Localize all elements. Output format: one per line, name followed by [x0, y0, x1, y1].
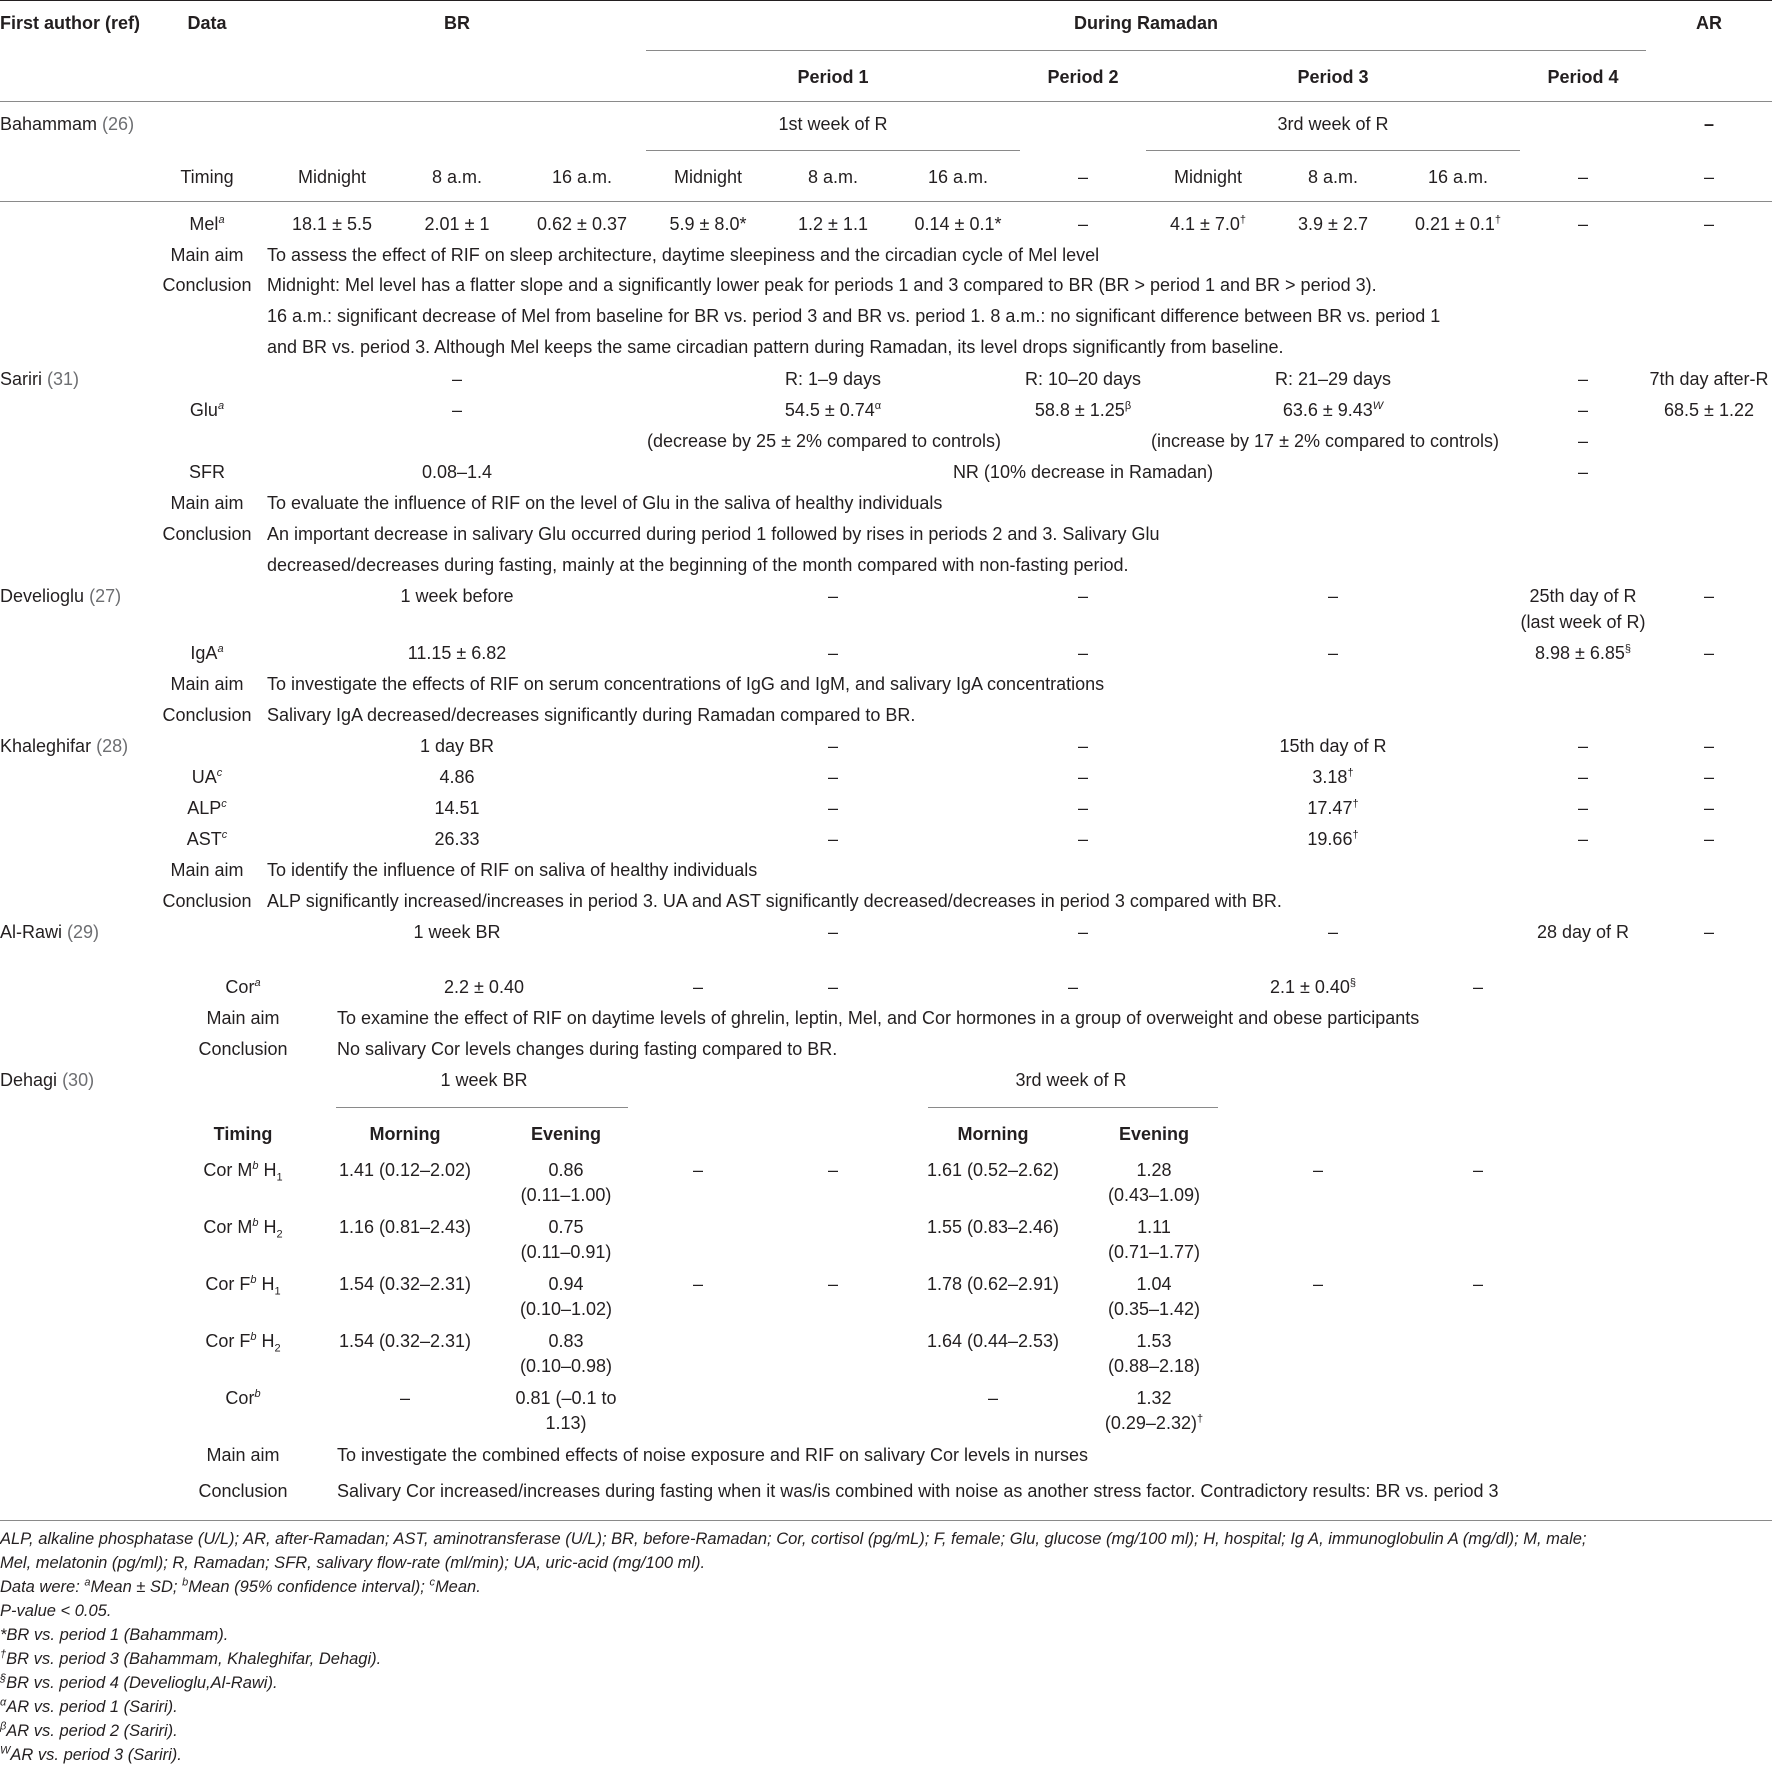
develioglu-conclusion: Salivary IgA decreased/decreases significantly during Ramadan compared to BR.: [267, 705, 916, 725]
dehagi-r-evening: (0.29–2.32)†: [1104, 1413, 1204, 1433]
col-header-ar: AR: [1696, 13, 1722, 33]
develioglu-aim: To investigate the effects of RIF on serum concentrations of IgG and IgM, and salivary IgA concentrations: [267, 674, 1105, 694]
dehagi-br-evening: (0.11–0.91): [520, 1242, 612, 1262]
dehagi-br-evening: 0.81 (–0.1 to: [515, 1388, 617, 1408]
sariri-conclusion-line: An important decrease in salivary Glu occurred during period 1 followed by rises in periods 2 and 3. Salivary Glu: [267, 524, 1160, 544]
mel-value: 0.14 ± 0.1*: [914, 214, 1002, 234]
khaleghifar-alp-label: ALP$^c$: [187, 798, 227, 818]
sariri-cell: R: 1–9 days: [784, 369, 882, 389]
bahammam-ar-dash: –: [1703, 114, 1715, 134]
alrawi-cell: –: [827, 922, 839, 942]
dehagi-br-morning: –: [399, 1388, 411, 1408]
mel-value: –: [1077, 214, 1089, 234]
dehagi-br-morning-header: Morning: [369, 1124, 441, 1144]
khaleghifar-cell: 1 day BR: [419, 736, 495, 756]
sariri-sfr-br: 0.08–1.4: [421, 462, 493, 482]
glu-value: $63.6 \pm 9.43^W$: [1282, 400, 1384, 420]
khaleghifar-cell: –: [1077, 736, 1089, 756]
alrawi-cor-label: Cor$^a$: [225, 977, 261, 997]
footnote-dagger: †BR vs. period 3 (Bahammam, Khaleghifar, Dehagi).: [0, 1648, 382, 1668]
develioglu-aim-label: Main aim: [170, 674, 244, 694]
header-bottom-rule: [0, 101, 1772, 102]
alp-value: –: [1077, 798, 1089, 818]
bahammam-mel-label: Mel$^a$: [189, 214, 225, 234]
footnote-pvalue: P-value < 0.05.: [0, 1602, 112, 1620]
timing-cell: 16 a.m.: [927, 167, 989, 187]
alrawi-aim: To examine the effect of RIF on daytime levels of ghrelin, leptin, Mel, and Cor hormones in a group of overweight and obese participants: [337, 1008, 1420, 1028]
dehagi-r-evening: 1.28: [1136, 1160, 1172, 1180]
bahammam-conclusion-label: Conclusion: [162, 275, 252, 295]
timing-cell: 16 a.m.: [551, 167, 613, 187]
khaleghifar-cell: –: [1577, 736, 1589, 756]
khaleghifar-cell: 15th day of R: [1279, 736, 1387, 756]
cor-value: –: [1067, 977, 1079, 997]
alrawi-aim-label: Main aim: [206, 1008, 280, 1028]
khaleghifar-conclusion: ALP significantly increased/increases in period 3. UA and AST significantly decreased/decreases in period 3 compared with BR.: [267, 891, 1282, 911]
dehagi-br-evening: 0.75: [548, 1217, 584, 1237]
dehagi-dash: –: [1312, 1274, 1324, 1294]
glu-value: 68.5 ± 1.22: [1664, 400, 1754, 420]
dehagi-br-evening: (0.11–1.00): [520, 1185, 612, 1205]
cor-value: 2.1 ± 0.40§: [1269, 977, 1357, 997]
col-header-during-ramadan: During Ramadan: [1073, 13, 1219, 33]
develioglu-cell: –: [827, 586, 839, 606]
glu-value: –: [451, 400, 463, 420]
sariri-aim: To evaluate the influence of RIF on the level of Glu in the saliva of healthy individuals: [267, 493, 943, 513]
dehagi-r-morning: 1.78 (0.62–2.91): [926, 1274, 1060, 1294]
dehagi-aim-label: Main aim: [206, 1445, 280, 1465]
ast-value: –: [827, 829, 839, 849]
bahammam-period1-span: 1st week of R: [778, 114, 888, 134]
author-develioglu: Develioglu (27): [0, 586, 122, 606]
iga-value: 11.15 ± 6.82: [407, 643, 507, 663]
ast-value: 26.33: [434, 829, 480, 849]
alp-value: –: [1703, 798, 1715, 818]
iga-value: –: [1327, 643, 1339, 663]
dehagi-br-morning: 1.54 (0.32–2.31): [338, 1331, 472, 1351]
table-bottom-rule: [0, 1520, 1772, 1521]
mel-value: 18.1 ± 5.5: [292, 214, 372, 234]
alrawi-conclusion: No salivary Cor levels changes during fasting compared to BR.: [337, 1039, 838, 1059]
sariri-cell: –: [451, 369, 463, 389]
dehagi-row-label: Cor $M^b$ $H_2$: [203, 1217, 283, 1241]
dehagi-br-evening: 1.13): [545, 1413, 587, 1433]
develioglu-cell: 1 week before: [400, 586, 514, 606]
during-underline: [646, 50, 1646, 51]
col-header-period2: Period 2: [1047, 67, 1119, 87]
bahammam-timing-label: Timing: [180, 167, 234, 187]
mel-value: 0.62 ± 0.37: [537, 214, 627, 234]
dehagi-br-evening-header: Evening: [530, 1124, 602, 1144]
col-header-first-author: First author (ref): [0, 13, 141, 33]
footnote-w: $^W$AR vs. period 3 (Sariri).: [0, 1744, 182, 1764]
khaleghifar-ast-label: AST$^c$: [186, 829, 228, 849]
iga-value: –: [1703, 643, 1715, 663]
mel-value: 0.21 ± 0.1†: [1414, 214, 1502, 234]
footnote-data-were: Data were: $^a$Mean ± SD; $^b$Mean (95% confidence interval); $^c$Mean.: [0, 1576, 481, 1596]
timing-cell: Midnight: [1173, 167, 1243, 187]
dehagi-r-morning-header: Morning: [957, 1124, 1029, 1144]
ast-value: –: [1577, 829, 1589, 849]
author-sariri: Sariri (31): [0, 369, 80, 389]
dehagi-dash: –: [1472, 1160, 1484, 1180]
glu-value: $58.8 \pm 1.25^\beta$: [1034, 400, 1132, 420]
dehagi-dash: –: [692, 1274, 704, 1294]
bahammam-aim: To assess the effect of RIF on sleep architecture, daytime sleepiness and the circadian cycle of Mel level: [267, 245, 1100, 265]
sariri-conclusion-line: decreased/decreases during fasting, mainly at the beginning of the month compared with non-fasting period.: [267, 555, 1129, 575]
top-rule: [0, 0, 1772, 1]
develioglu-iga-label: IgA$^a$: [190, 643, 224, 663]
ua-value: –: [1577, 767, 1589, 787]
footnote-section: §BR vs. period 4 (Develioglu,Al-Rawi).: [0, 1672, 278, 1692]
dehagi-r-span: 3rd week of R: [1015, 1070, 1127, 1090]
dehagi-row-label: Cor $M^b$ $H_1$: [203, 1160, 283, 1184]
dehagi-aim: To investigate the combined effects of noise exposure and RIF on salivary Cor levels in nurses: [337, 1445, 1089, 1465]
dehagi-conclusion-label: Conclusion: [198, 1481, 288, 1501]
khaleghifar-cell: –: [1703, 736, 1715, 756]
dehagi-r-evening: 1.53: [1136, 1331, 1172, 1351]
iga-value: –: [827, 643, 839, 663]
khaleghifar-ua-label: $UA^c$: [191, 767, 223, 787]
dehagi-r-evening: (0.43–1.09): [1107, 1185, 1201, 1205]
dehagi-br-morning: 1.54 (0.32–2.31): [338, 1274, 472, 1294]
dehagi-r-evening: (0.35–1.42): [1107, 1299, 1201, 1319]
footnote-star: *BR vs. period 1 (Bahammam).: [0, 1626, 229, 1644]
alp-value: 14.51: [434, 798, 480, 818]
bahammam-span1-underline: [646, 150, 1020, 151]
sariri-sfr-dash: –: [1577, 462, 1589, 482]
bahammam-period3-span: 3rd week of R: [1277, 114, 1389, 134]
khaleghifar-cell: –: [827, 736, 839, 756]
sariri-glu-label: Glu$^a$: [189, 400, 225, 420]
alrawi-conclusion-label: Conclusion: [198, 1039, 288, 1059]
col-header-period1: Period 1: [797, 67, 869, 87]
iga-value: 8.98 ± 6.85§: [1534, 643, 1632, 663]
timing-cell: Midnight: [297, 167, 367, 187]
bahammam-span2-underline: [1146, 150, 1520, 151]
ua-value: –: [827, 767, 839, 787]
bahammam-conclusion-line: and BR vs. period 3. Although Mel keeps the same circadian pattern during Ramadan, its level drops significantly from baseline.: [267, 337, 1284, 357]
dehagi-r-evening: 1.04: [1136, 1274, 1172, 1294]
alrawi-cell: –: [1327, 922, 1339, 942]
sariri-note-dash: –: [1577, 431, 1589, 451]
sariri-decrease-note: (decrease by 25 ± 2% compared to controls): [647, 431, 1002, 451]
dehagi-row-label: Cor $F^b$ $H_1$: [205, 1274, 281, 1298]
dehagi-r-morning: –: [987, 1388, 999, 1408]
sariri-sfr-nr: NR (10% decrease in Ramadan): [952, 462, 1214, 482]
dehagi-br-evening: 0.86: [548, 1160, 584, 1180]
mel-value: –: [1577, 214, 1589, 234]
dehagi-dash: –: [827, 1274, 839, 1294]
timing-cell: Midnight: [673, 167, 743, 187]
dehagi-br-evening: (0.10–1.02): [519, 1299, 613, 1319]
mel-value: 3.9 ± 2.7: [1298, 214, 1368, 234]
develioglu-cell: –: [1703, 586, 1715, 606]
sariri-cell: –: [1577, 369, 1589, 389]
sariri-cell: R: 10–20 days: [1024, 369, 1142, 389]
ua-value: –: [1703, 767, 1715, 787]
author-dehagi: Dehagi (30): [0, 1070, 95, 1090]
develioglu-cell: 25th day of R: [1529, 586, 1637, 606]
dehagi-br-evening: 0.83: [548, 1331, 584, 1351]
develioglu-conclusion-label: Conclusion: [162, 705, 252, 725]
dehagi-r-morning: 1.61 (0.52–2.62): [926, 1160, 1060, 1180]
timing-cell: –: [1703, 167, 1715, 187]
dehagi-r-evening: (0.71–1.77): [1107, 1242, 1201, 1262]
col-header-data: Data: [187, 13, 227, 33]
col-header-period3: Period 3: [1297, 67, 1369, 87]
dehagi-r-evening-header: Evening: [1118, 1124, 1190, 1144]
bahammam-conclusion-line: 16 a.m.: significant decrease of Mel from baseline for BR vs. period 3 and BR vs. period 1. 8 a.m.: no significant difference between BR vs. period 1: [267, 306, 1441, 326]
cor-value: –: [1472, 977, 1484, 997]
develioglu-cell: (last week of R): [1520, 612, 1646, 632]
glu-value: –: [1577, 400, 1589, 420]
timing-cell: –: [1077, 167, 1089, 187]
timing-cell: 8 a.m.: [807, 167, 859, 187]
timing-cell: 16 a.m.: [1427, 167, 1489, 187]
dehagi-row-label: Cor $F^b$ $H_2$: [205, 1331, 281, 1355]
iga-value: –: [1077, 643, 1089, 663]
dehagi-dash: –: [1472, 1274, 1484, 1294]
alp-value: –: [1577, 798, 1589, 818]
alp-value: –: [827, 798, 839, 818]
dehagi-r-underline: [928, 1107, 1218, 1108]
bahammam-aim-label: Main aim: [170, 245, 244, 265]
mel-value: 2.01 ± 1: [424, 214, 490, 234]
ast-value: –: [1703, 829, 1715, 849]
timing-cell: –: [1577, 167, 1589, 187]
dehagi-r-evening: (0.88–2.18): [1107, 1356, 1201, 1376]
sariri-cell: R: 21–29 days: [1274, 369, 1392, 389]
khaleghifar-aim-label: Main aim: [170, 860, 244, 880]
timing-cell: 8 a.m.: [431, 167, 483, 187]
ua-value: –: [1077, 767, 1089, 787]
glu-value: $54.5 \pm 0.74^\alpha$: [784, 400, 882, 420]
sariri-cell: 7th day after-R: [1649, 369, 1769, 389]
dehagi-br-morning: 1.16 (0.81–2.43): [338, 1217, 472, 1237]
dehagi-br-evening: (0.10–0.98): [519, 1356, 613, 1376]
dehagi-r-morning: 1.55 (0.83–2.46): [926, 1217, 1060, 1237]
ua-value: 3.18†: [1312, 767, 1354, 787]
cor-value: –: [827, 977, 839, 997]
dehagi-row-label: Cor$^b$: [225, 1388, 261, 1408]
dehagi-timing-header: Timing: [213, 1124, 273, 1144]
footnote-alpha: $^\alpha$AR vs. period 1 (Sariri).: [0, 1696, 178, 1716]
dehagi-br-underline: [336, 1107, 628, 1108]
footnote-abbreviations: ALP, alkaline phosphatase (U/L); AR, after-Ramadan; AST, aminotransferase (U/L); BR, before-Ramadan; Cor, cortisol (pg/mL); F, female; Glu, glucose (mg/100 ml); H, hospital; Ig A, immunoglobulin A (mg/dl); M, male;: [0, 1530, 1587, 1548]
dehagi-dash: –: [1312, 1160, 1324, 1180]
dehagi-br-morning: 1.41 (0.12–2.02): [338, 1160, 472, 1180]
dehagi-dash: –: [827, 1160, 839, 1180]
khaleghifar-conclusion-label: Conclusion: [162, 891, 252, 911]
alrawi-cell: –: [1077, 922, 1089, 942]
alrawi-cell: 1 week BR: [413, 922, 501, 942]
ua-value: 4.86: [439, 767, 475, 787]
cor-value: –: [692, 977, 704, 997]
mel-value: 1.2 ± 1.1: [798, 214, 868, 234]
dehagi-r-morning: 1.64 (0.44–2.53): [926, 1331, 1060, 1351]
khaleghifar-aim: To identify the influence of RIF on saliva of healthy individuals: [267, 860, 758, 880]
col-header-br: BR: [444, 13, 470, 33]
cor-value: 2.2 ± 0.40: [444, 977, 524, 997]
author-alrawi: Al-Rawi (29): [0, 922, 100, 942]
footnote-abbreviations: Mel, melatonin (pg/ml); R, Ramadan; SFR, salivary flow-rate (ml/min); UA, uric-acid (mg/100 ml).: [0, 1554, 706, 1572]
sariri-aim-label: Main aim: [170, 493, 244, 513]
dehagi-r-evening: 1.11: [1137, 1217, 1171, 1237]
timing-cell: 8 a.m.: [1307, 167, 1359, 187]
col-header-period4: Period 4: [1547, 67, 1619, 87]
alrawi-cell: –: [1703, 922, 1715, 942]
alp-value: 17.47†: [1307, 798, 1359, 818]
ast-value: –: [1077, 829, 1089, 849]
dehagi-br-span: 1 week BR: [440, 1070, 528, 1090]
dehagi-dash: –: [692, 1160, 704, 1180]
mel-value: 4.1 ± 7.0†: [1169, 214, 1247, 234]
sariri-conclusion-label: Conclusion: [162, 524, 252, 544]
dehagi-r-evening: 1.32: [1136, 1388, 1172, 1408]
bahammam-conclusion-line: Midnight: Mel level has a flatter slope and a significantly lower peak for periods 1 and 3 compared to BR (BR > period 1 and BR > period 3).: [267, 275, 1377, 295]
dehagi-conclusion: Salivary Cor increased/increases during fasting when it was/is combined with noise as another stress factor. Contradictory results: BR vs. period 3: [337, 1481, 1499, 1501]
author-khaleghifar: Khaleghifar (28): [0, 736, 129, 756]
sariri-increase-note: (increase by 17 ± 2% compared to controls): [1151, 431, 1500, 451]
dehagi-br-evening: 0.94: [548, 1274, 584, 1294]
develioglu-cell: –: [1077, 586, 1089, 606]
mel-value: 5.9 ± 8.0*: [669, 214, 747, 234]
develioglu-cell: –: [1327, 586, 1339, 606]
timing-bottom-rule: [0, 201, 1772, 202]
alrawi-cell: 28 day of R: [1536, 922, 1630, 942]
ast-value: 19.66†: [1307, 829, 1359, 849]
footnote-beta: $^\beta$AR vs. period 2 (Sariri).: [0, 1720, 178, 1740]
author-bahammam: Bahammam (26): [0, 114, 135, 134]
sariri-sfr-label: SFR: [189, 462, 225, 482]
mel-value: –: [1703, 214, 1715, 234]
